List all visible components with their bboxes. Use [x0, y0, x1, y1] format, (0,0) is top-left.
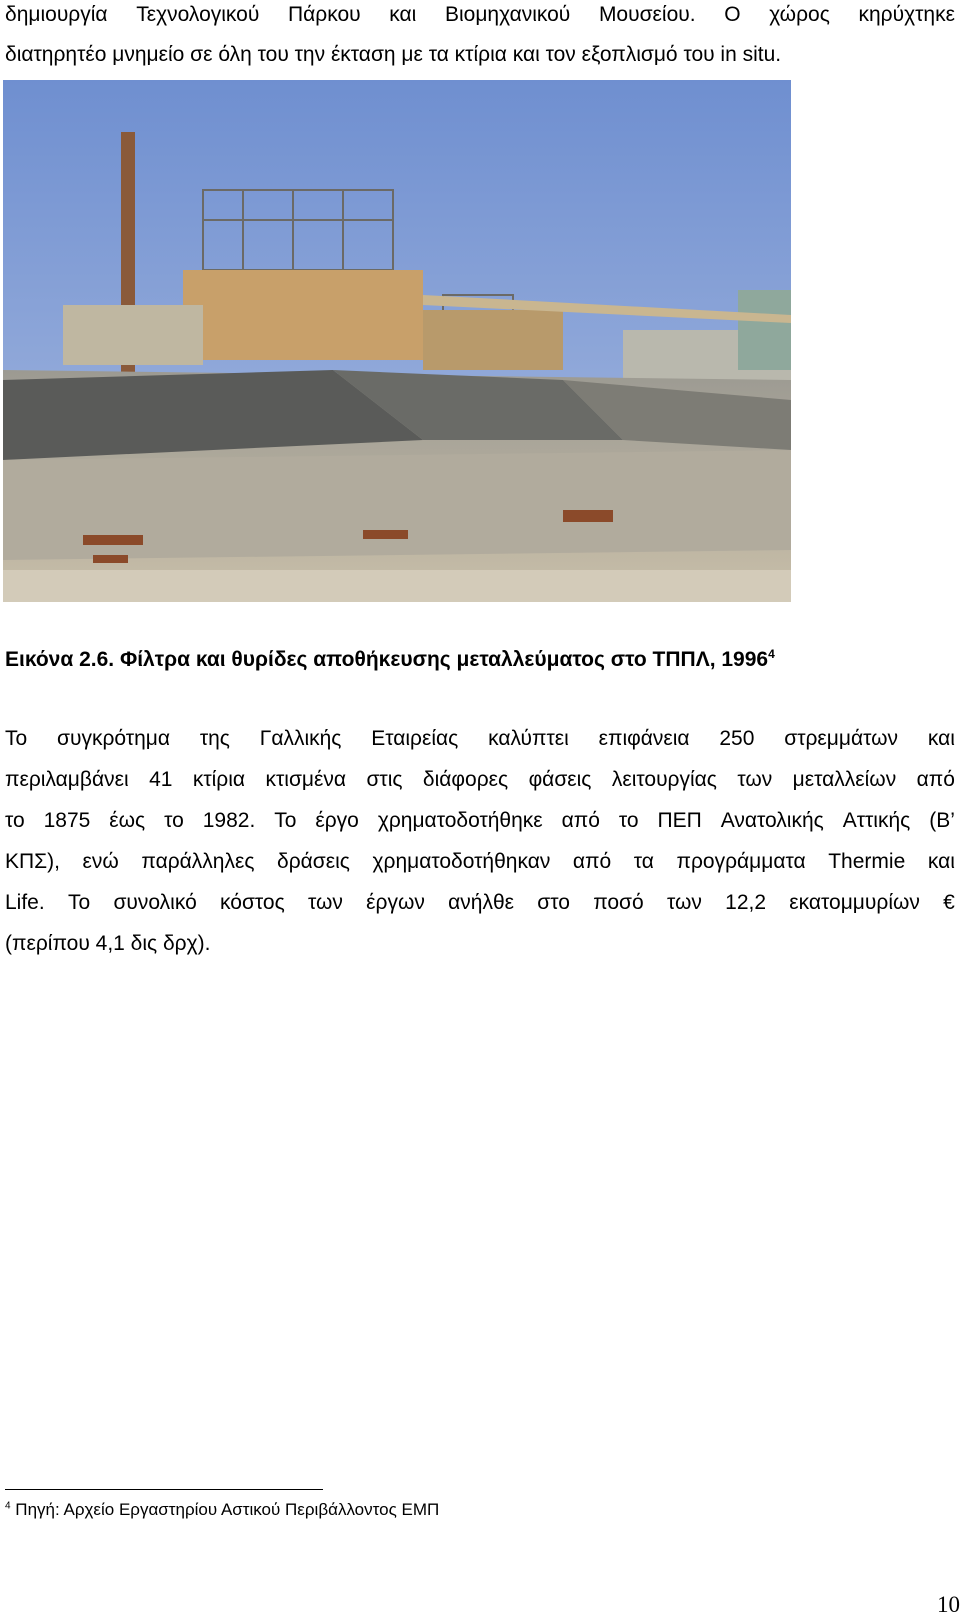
word: έργο [315, 809, 359, 832]
word: ενώ [82, 850, 119, 873]
footnote [5, 1500, 439, 1520]
paragraph-line-2 [5, 767, 955, 793]
word: το [164, 809, 184, 832]
paragraph-line-4 [5, 849, 955, 875]
word: Το [274, 809, 297, 832]
word: χρηματοδοτήθηκαν [372, 850, 551, 873]
word: Ο [724, 3, 741, 26]
word: των [666, 891, 702, 914]
word: προγράμματα [676, 850, 806, 873]
word: από [572, 850, 612, 873]
word: διάφορες [422, 768, 509, 791]
paragraph-line-3 [5, 808, 955, 834]
word: 41 [149, 768, 173, 791]
word: στο [537, 891, 570, 914]
word: των [737, 768, 773, 791]
footnote-reference[interactable]: 4 [768, 647, 775, 661]
word: Ανατολικής [720, 809, 824, 832]
word: 1982. [202, 809, 256, 832]
word: Πάρκου [287, 3, 361, 26]
word: κηρύχτηκε [858, 3, 955, 26]
word: συγκρότημα [57, 727, 171, 750]
word: Thermie [828, 850, 906, 873]
word: δράσεις [277, 850, 350, 873]
word: εκατομμυρίων [789, 891, 920, 914]
word: στις [366, 768, 403, 791]
word: της [199, 727, 230, 750]
word: κτίρια [192, 768, 246, 791]
word: φάσεις [528, 768, 592, 791]
word: ποσό [593, 891, 644, 914]
intro-line-2: διατηρητέο μνημείο σε όλη του την έκταση με τα κτίρια και τον εξοπλισμό του in situ. [5, 43, 782, 66]
page-number: 10 [937, 1592, 960, 1617]
word: ΚΠΣ), [5, 850, 60, 873]
word: Γαλλικής [259, 727, 342, 750]
word: κτισμένα [265, 768, 347, 791]
word: έως [109, 809, 146, 832]
word: και [927, 850, 955, 873]
word: Βιομηχανικού [444, 3, 571, 26]
word: και [389, 3, 417, 26]
word: κόστος [220, 891, 285, 914]
figure-photo-mine-facility [3, 80, 791, 602]
word: περιλαμβάνει [5, 768, 129, 791]
word: Life. [5, 891, 45, 914]
word: και [927, 727, 955, 750]
word: Εταιρείας [371, 727, 459, 750]
word: (Β’ [929, 809, 955, 832]
paragraph-line-5 [5, 890, 955, 916]
word: παράλληλες [141, 850, 255, 873]
word: συνολικό [113, 891, 197, 914]
word: Το [5, 727, 28, 750]
word: το [5, 809, 25, 832]
word: € [943, 891, 955, 914]
word: των [307, 891, 343, 914]
word: από [561, 809, 600, 832]
word: ΠΕΠ [657, 809, 702, 832]
word: χρηματοδοτήθηκε [377, 809, 543, 832]
intro-line-1 [5, 2, 955, 28]
word: Μουσείου. [598, 3, 696, 26]
footnote-separator [5, 1489, 323, 1490]
word: ανήλθε [448, 891, 515, 914]
word: δημιουργία [5, 3, 108, 26]
word: στρεμμάτων [784, 727, 899, 750]
word: μεταλλείων [792, 768, 897, 791]
word: τα [633, 850, 654, 873]
figure-caption-text: Εικόνα 2.6. Φίλτρα και θυρίδες αποθήκευσης μεταλλεύματος στο ΤΠΠΛ, 1996 [5, 648, 769, 671]
word: έργων [366, 891, 425, 914]
footnote-text: Πηγή: Αρχείο Εργαστηρίου Αστικού Περιβάλλοντος ΕΜΠ [15, 1500, 440, 1519]
word: χώρος [769, 3, 830, 26]
word: Το [67, 891, 91, 914]
word: Τεχνολογικού [136, 3, 260, 26]
figure-caption [5, 647, 775, 672]
word: 1875 [43, 809, 91, 832]
word: καλύπτει [488, 727, 569, 750]
word: 12,2 [725, 891, 767, 914]
paragraph-line-6: (περίπου 4,1 δις δρχ). [5, 932, 211, 955]
word: από [916, 768, 955, 791]
word: λειτουργίας [611, 768, 717, 791]
word: 250 [719, 727, 755, 750]
word: επιφάνεια [598, 727, 690, 750]
word: Αττικής [842, 809, 911, 832]
paragraph-line-1 [5, 726, 955, 752]
footnote-number: 4 [5, 1500, 11, 1512]
word: το [618, 809, 639, 832]
